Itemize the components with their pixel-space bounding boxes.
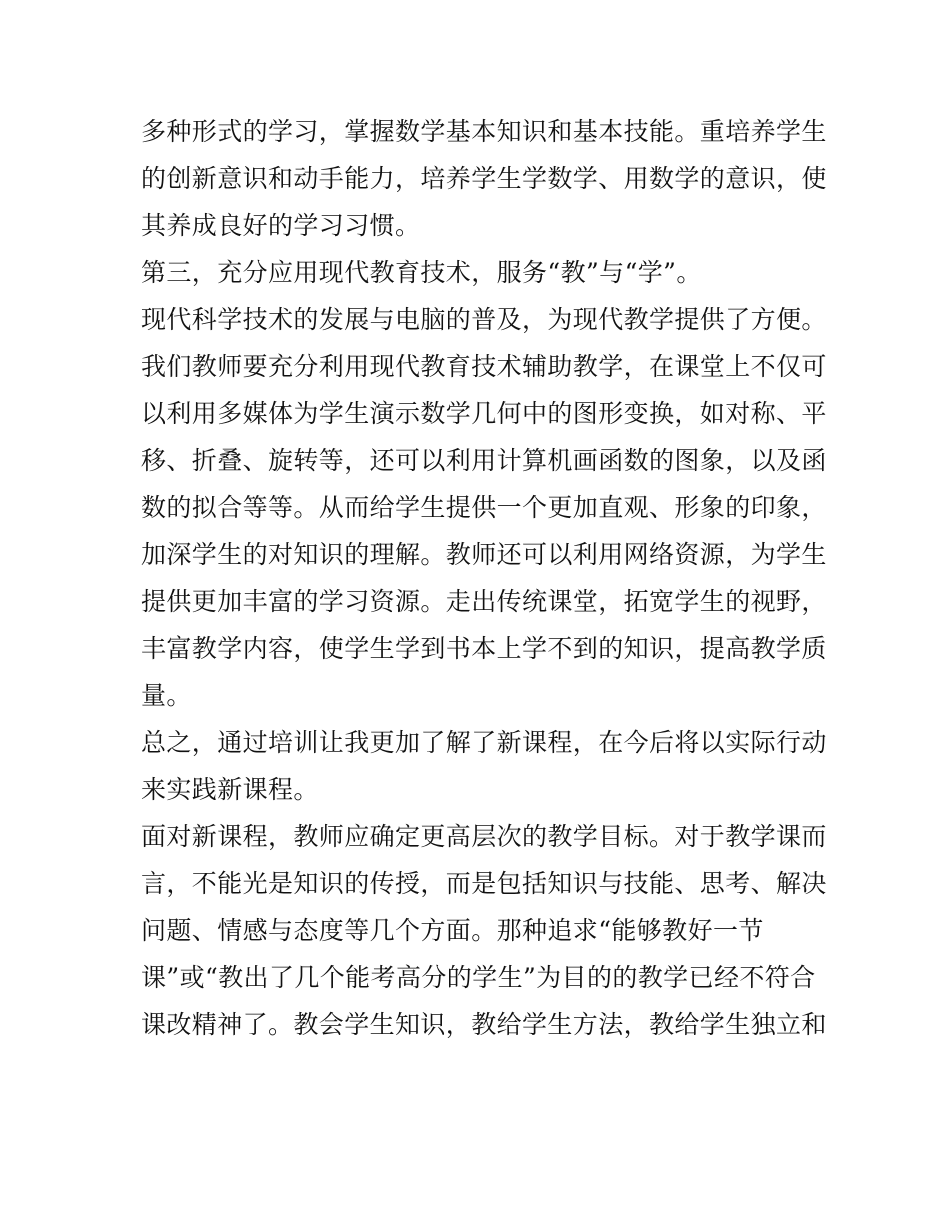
text-line: 课改精神了。教会学生知识，教给学生方法，教给学生独立和 — [141, 1010, 827, 1039]
text-line: 现代科学技术的发展与电脑的普及，为现代教学提供了方便。 — [141, 305, 827, 334]
text-line: 多种形式的学习，掌握数学基本知识和基本技能。重培养学生 — [141, 117, 827, 146]
text-line: 言，不能光是知识的传授，而是包括知识与技能、思考、解决 — [141, 869, 827, 898]
text-line: 面对新课程，教师应确定更高层次的教学目标。对于教学课而 — [141, 822, 827, 851]
text-line: 第三，充分应用现代教育技术，服务“教”与“学”。 — [141, 258, 702, 287]
text-line: 以利用多媒体为学生演示数学几何中的图形变换，如对称、平 — [141, 399, 827, 428]
text-line: 丰富教学内容，使学生学到书本上学不到的知识，提高教学质 — [141, 634, 827, 663]
document-body — [141, 108, 827, 1048]
text-line: 加深学生的对知识的理解。教师还可以利用网络资源，为学生 — [141, 540, 827, 569]
text-line: 课”或“教出了几个能考高分的学生”为目的的教学已经不符合 — [141, 963, 816, 992]
text-line: 我们教师要充分利用现代教育技术辅助教学，在课堂上不仅可 — [141, 352, 827, 381]
text-line: 的创新意识和动手能力，培养学生学数学、用数学的意识，使 — [141, 164, 827, 193]
text-line: 来实践新课程。 — [141, 775, 319, 804]
text-line: 数的拟合等等。从而给学生提供一个更加直观、形象的印象， — [141, 493, 827, 522]
text-line: 总之，通过培训让我更加了解了新课程，在今后将以实际行动 — [141, 728, 827, 757]
text-line: 量。 — [141, 681, 192, 710]
text-line: 其养成良好的学习习惯。 — [141, 211, 421, 240]
text-line: 问题、情感与态度等几个方面。那种追求“能够教好一节 — [141, 916, 764, 945]
text-line: 移、折叠、旋转等，还可以利用计算机画函数的图象，以及函 — [141, 446, 827, 475]
text-line: 提供更加丰富的学习资源。走出传统课堂，拓宽学生的视野， — [141, 587, 827, 616]
